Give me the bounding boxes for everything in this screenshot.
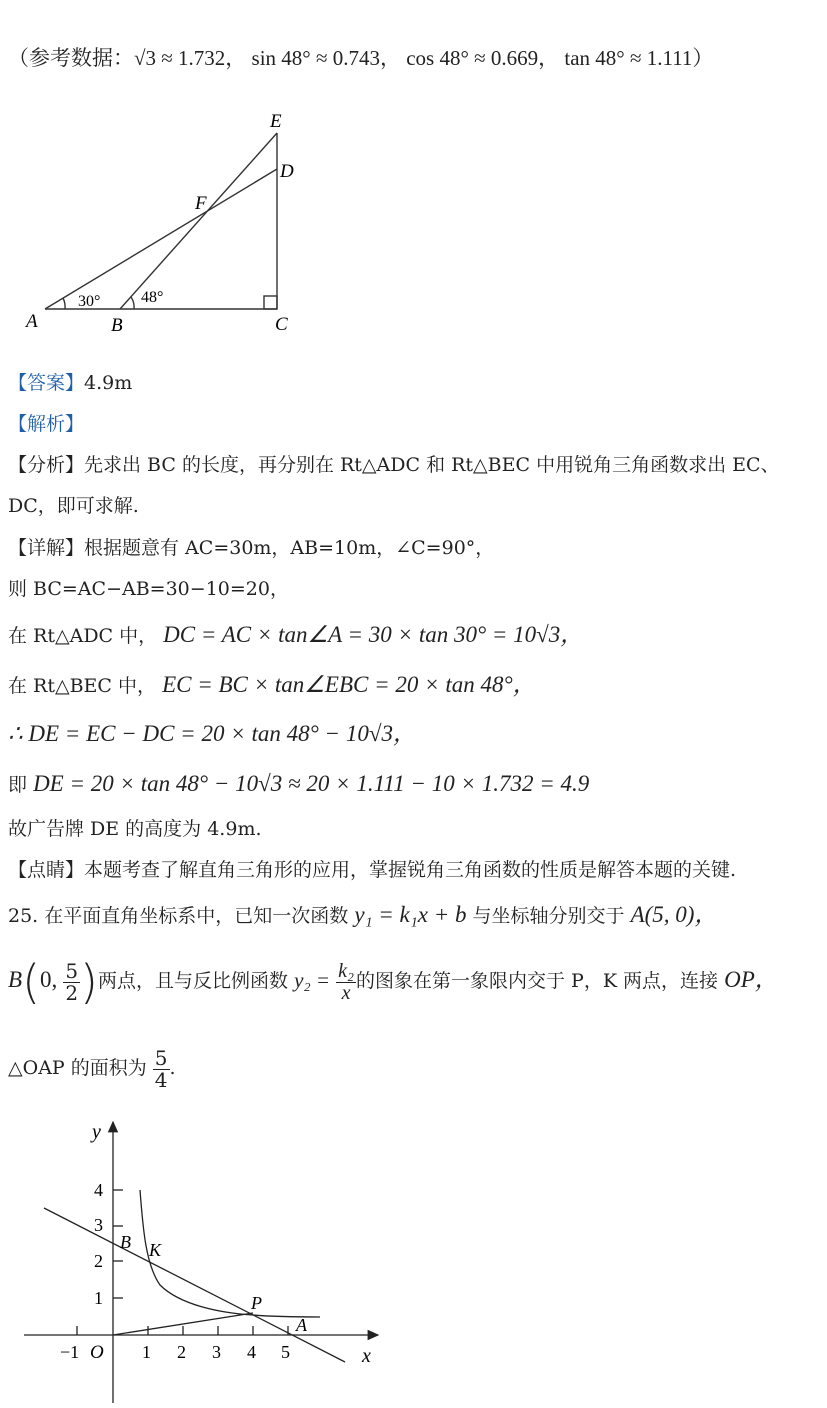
fenxi-line1	[8, 453, 780, 477]
detail-line3-math: DC = AC × tan∠A = 30 × tan 30° = 10√3，	[163, 622, 584, 647]
detail-line1	[8, 536, 494, 560]
x-tick-neg1: −1	[60, 1342, 80, 1362]
detail-line6-math: DE = 20 × tan 48° − 10√3 ≈ 20 × 1.111 − 10 × 1.732 = 4.9	[33, 771, 590, 796]
dianjing-line	[8, 858, 736, 882]
x-tick-2: 2	[177, 1342, 186, 1362]
detail-tag: 【详解】	[8, 537, 85, 559]
detail-line6-pre: 即	[8, 774, 28, 796]
detail-line5	[8, 722, 416, 747]
dianjing-text: 本题考查了解直角三角形的应用，掌握锐角三角函数的性质是解答本题的关键.	[84, 859, 737, 881]
q25-func1: y₁ = k₁x + b	[354, 902, 467, 927]
fenxi-tag: 【分析】	[8, 454, 85, 476]
q25-line1-pre: 25. 在平面直角坐标系中，已知一次函数	[8, 905, 349, 927]
q25-line3-post: .	[169, 1057, 176, 1079]
label-b: B	[111, 315, 123, 336]
q25-frac-num: 5	[65, 958, 79, 983]
q25-line2-post: 的图象在第一象限内交于 P，K 两点，连接	[356, 970, 719, 992]
angle-a-label: 30°	[78, 293, 101, 310]
q25-point-b-x: 0,	[40, 967, 58, 992]
fenxi-line2: DC，即可求解.	[8, 495, 139, 517]
label-c: C	[275, 314, 288, 335]
paren-open: (	[22, 955, 41, 1009]
q25-line3-pre: △OAP 的面积为	[8, 1057, 147, 1079]
label-e: E	[270, 111, 282, 132]
q25-area-frac	[153, 1045, 170, 1092]
triangle-figure	[20, 105, 310, 340]
x-tick-4: 4	[247, 1342, 256, 1362]
q25-line3	[8, 1038, 176, 1098]
label-a: A	[26, 311, 38, 332]
detail-text1: 根据题意有 AC=30m，AB=10m，∠C=90°，	[84, 537, 495, 559]
detail-line3-pre: 在 Rt△ADC 中，	[8, 625, 158, 647]
detail-line7: 故广告牌 DE 的高度为 4.9m.	[8, 818, 262, 840]
q25-func2-num: k₂	[338, 959, 354, 982]
q25-point-b-frac	[63, 958, 80, 1005]
point-p-label: P	[251, 1293, 262, 1313]
fenxi-text1: 先求出 BC 的长度，再分别在 Rt△ADC 和 Rt△BEC 中用锐角三角函数求出 EC、	[84, 454, 780, 476]
q25-line2-mid: 两点，且与反比例函数	[98, 970, 289, 992]
q25-point-b-label: B	[8, 967, 23, 992]
answer-line	[8, 371, 132, 395]
detail-line4-pre: 在 Rt△BEC 中，	[8, 675, 157, 697]
axis-y-label: y	[92, 1121, 101, 1143]
label-f: F	[195, 193, 207, 214]
detail-line3	[8, 623, 583, 648]
q25-area-num: 5	[154, 1045, 168, 1070]
point-k-label: K	[149, 1240, 162, 1260]
label-d: D	[280, 161, 294, 182]
x-tick-3: 3	[212, 1342, 221, 1362]
dianjing-tag: 【点睛】	[8, 859, 85, 881]
y-tick-1: 1	[94, 1288, 103, 1308]
detail-line2: 则 BC=AC−AB=30−10=20，	[8, 578, 289, 600]
y-tick-4: 4	[94, 1180, 103, 1200]
q25-op: OP，	[724, 967, 778, 992]
q25-area-den: 4	[154, 1067, 168, 1092]
detail-line5-math: ∴ DE = EC − DC = 20 × tan 48° − 10√3，	[8, 721, 416, 746]
axis-x-label: x	[362, 1345, 371, 1367]
detail-line4	[8, 673, 536, 698]
x-tick-5: 5	[281, 1342, 290, 1362]
q25-line1	[8, 903, 717, 928]
detail-line4-math: EC = BC × tan∠EBC = 20 × tan 48°，	[162, 672, 536, 697]
analysis-tag: 【解析】	[8, 413, 85, 435]
q25-frac-den: 2	[65, 980, 79, 1005]
y-tick-3: 3	[94, 1215, 103, 1235]
q25-point-a: A(5, 0)，	[630, 902, 718, 927]
answer-value: 4.9m	[84, 372, 133, 394]
q25-func2: y₂ =	[294, 968, 331, 992]
y-tick-2: 2	[94, 1251, 103, 1271]
q25-func2-frac	[336, 961, 356, 1004]
coordinate-figure	[0, 1110, 400, 1408]
q25-line1-mid: 与坐标轴分别交于	[472, 905, 625, 927]
q25-line2	[8, 950, 778, 1012]
detail-line6	[8, 772, 589, 797]
reference-data: （参考数据：√3 ≈ 1.732， sin 48° ≈ 0.743， cos 48° ≈ 0.669， tan 48° ≈ 1.111）	[8, 46, 714, 70]
answer-tag: 【答案】	[8, 372, 85, 394]
q25-func2-den: x	[341, 981, 351, 1004]
point-a-label: A	[296, 1315, 307, 1335]
paren-close: )	[80, 955, 98, 1009]
angle-b-label: 48°	[141, 289, 164, 306]
x-tick-1: 1	[142, 1342, 151, 1362]
point-b-label: B	[120, 1232, 131, 1252]
origin-label: O	[90, 1342, 104, 1363]
